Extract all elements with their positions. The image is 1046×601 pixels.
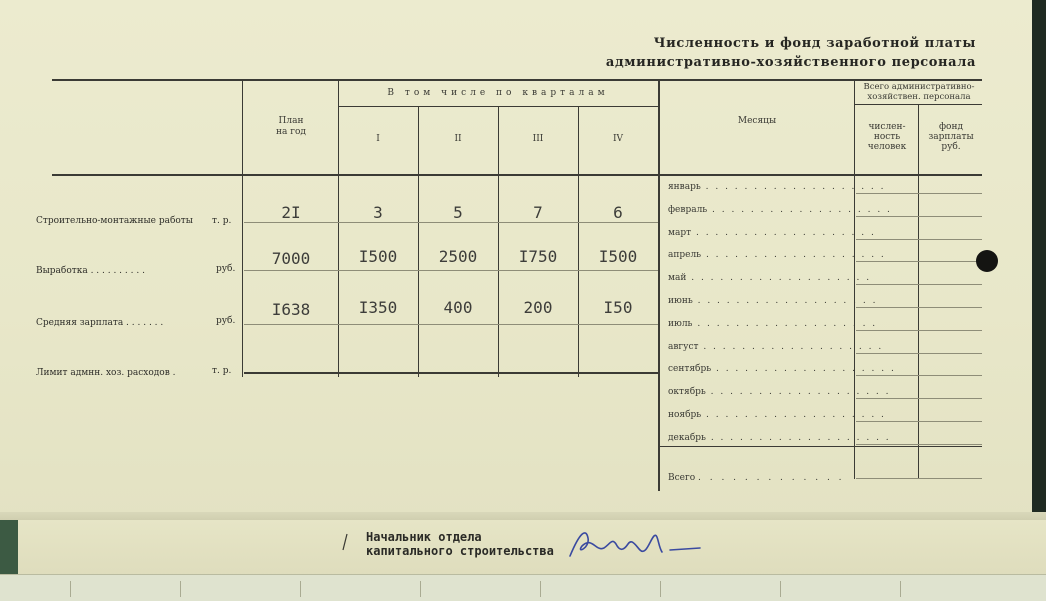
signature-block — [366, 530, 554, 558]
header-fund: фонд зарплаты руб. — [928, 122, 974, 152]
row-rule-3 — [244, 324, 658, 325]
month-row: сентябрь . . . . . . . . . . . . . . . . . . . — [668, 364, 896, 375]
header-q2: II — [454, 134, 462, 144]
cell-q3-construction: 7 — [533, 203, 543, 222]
month-label: май — [668, 273, 687, 284]
cell-q1-avg-salary: I350 — [358, 298, 398, 317]
scanner-edge — [1032, 0, 1046, 520]
header-q4: IV — [612, 134, 624, 144]
month-cell-rule — [856, 307, 982, 308]
row-unit-avg-salary: руб. — [216, 316, 236, 326]
month-label: июль — [668, 318, 693, 329]
month-label: январь — [668, 182, 701, 192]
row-unit-output: руб. — [216, 264, 236, 274]
month-label: апрель — [668, 250, 702, 261]
month-label: июнь — [668, 296, 693, 306]
signature-line-2: капитального строительства — [366, 544, 554, 558]
header-q3: III — [532, 134, 544, 144]
cell-q2-output: 2500 — [438, 247, 478, 266]
cell-q4-output: I500 — [598, 247, 638, 266]
header-bottom-rule — [52, 174, 982, 176]
month-row: февраль . . . . . . . . . . . . . . . . . . . — [668, 204, 892, 215]
months-bottom-rule — [660, 446, 982, 447]
month-cell-rule — [856, 239, 982, 240]
month-label: октябрь — [668, 387, 706, 398]
month-label: февраль — [668, 204, 708, 215]
col-rule-q1 — [338, 79, 339, 377]
month-cell-rule — [856, 284, 982, 285]
header-count: числен- ность человек — [867, 122, 907, 152]
month-row: январь . . . . . . . . . . . . . . . . . . . — [668, 182, 886, 192]
month-cell-rule — [856, 353, 982, 354]
month-row: декабрь . . . . . . . . . . . . . . . . . . . — [668, 432, 891, 443]
month-cell-rule — [856, 216, 982, 217]
cell-q2-construction: 5 — [453, 203, 463, 222]
col-rule-plan — [242, 79, 243, 377]
header-months: Месяцы — [737, 116, 777, 126]
header-total-group: Всего административно- хозяйствен. персонала — [863, 82, 975, 102]
title-line-1: Численность и фонд заработной платы — [653, 36, 976, 51]
cell-q3-avg-salary: 200 — [523, 298, 553, 317]
month-row: август . . . . . . . . . . . . . . . . . . . — [668, 341, 884, 352]
month-cell-rule — [856, 398, 982, 399]
cell-q4-avg-salary: I50 — [603, 298, 633, 317]
row-label-construction: Строительно-монтажные работы — [36, 216, 193, 226]
row-rule-1 — [244, 222, 658, 223]
cell-q1-construction: 3 — [373, 203, 383, 222]
month-label: сентябрь — [668, 364, 712, 375]
row-label-output: Выработка . . . . . . . . . . — [36, 266, 145, 276]
col-rule-q4 — [578, 106, 579, 377]
row-label-admin-limit: Лимит адмнн. хоз. расходов . — [36, 368, 176, 378]
month-cell-rule — [856, 193, 982, 194]
month-cell-rule — [856, 421, 982, 422]
month-row: май . . . . . . . . . . . . . . . . . . . — [668, 273, 872, 284]
month-row: июнь . . . . . . . . . . . . . . . . . . . — [668, 296, 878, 306]
col-rule-months — [658, 79, 660, 491]
month-label: ноябрь — [668, 410, 702, 420]
col-rule-q2 — [418, 106, 419, 377]
cell-q3-output: I750 — [518, 247, 558, 266]
cell-plan-construction: 2I — [281, 203, 301, 222]
month-row: октябрь . . . . . . . . . . . . . . . . . . . — [668, 387, 891, 398]
document-title — [606, 34, 976, 72]
month-cell-rule — [856, 330, 982, 331]
col-rule-q3 — [498, 106, 499, 377]
cell-q1-output: I500 — [358, 247, 398, 266]
table-top-rule — [52, 79, 982, 81]
handwritten-signature — [566, 526, 716, 562]
row-rule-4 — [244, 372, 658, 374]
punch-hole — [976, 250, 998, 272]
month-row: апрель . . . . . . . . . . . . . . . . . . . — [668, 250, 886, 261]
cell-q2-avg-salary: 400 — [443, 298, 473, 317]
month-cell-rule — [856, 375, 982, 376]
month-label: март — [668, 227, 692, 238]
cell-q4-construction: 6 — [613, 203, 623, 222]
row-unit-admin-limit: т. р. — [212, 366, 232, 376]
bottom-sheet-strip — [0, 574, 1046, 601]
header-quarters: В том числе по кварталам — [387, 88, 609, 98]
month-row: июль . . . . . . . . . . . . . . . . . . . — [668, 318, 878, 329]
header-plan: План на год — [276, 116, 306, 137]
total-label: Всего — [668, 473, 696, 483]
month-total-label: Всего . . . . . . . . . . . . . — [668, 473, 845, 483]
title-line-2: административно-хозяйственного персонала — [605, 55, 976, 70]
row-label-avg-salary: Средняя зарплата . . . . . . . — [36, 318, 164, 328]
month-row: март . . . . . . . . . . . . . . . . . . . — [668, 227, 876, 238]
cell-plan-output: 7000 — [271, 249, 311, 268]
check-mark-icon — [340, 532, 350, 552]
cell-plan-avg-salary: I638 — [271, 300, 311, 319]
month-row: ноябрь . . . . . . . . . . . . . . . . . . . — [668, 410, 886, 420]
row-rule-2 — [244, 270, 658, 271]
month-cell-rule — [856, 444, 982, 445]
signature-line-1: Начальник отдела — [366, 530, 482, 544]
month-label: декабрь — [668, 432, 706, 443]
month-label: август — [668, 341, 699, 352]
col-rule-fund — [918, 104, 919, 479]
month-cell-rule — [856, 261, 982, 262]
header-q1: I — [376, 134, 380, 144]
row-unit-construction: т. р. — [212, 216, 232, 226]
total-row-rule — [856, 478, 982, 479]
